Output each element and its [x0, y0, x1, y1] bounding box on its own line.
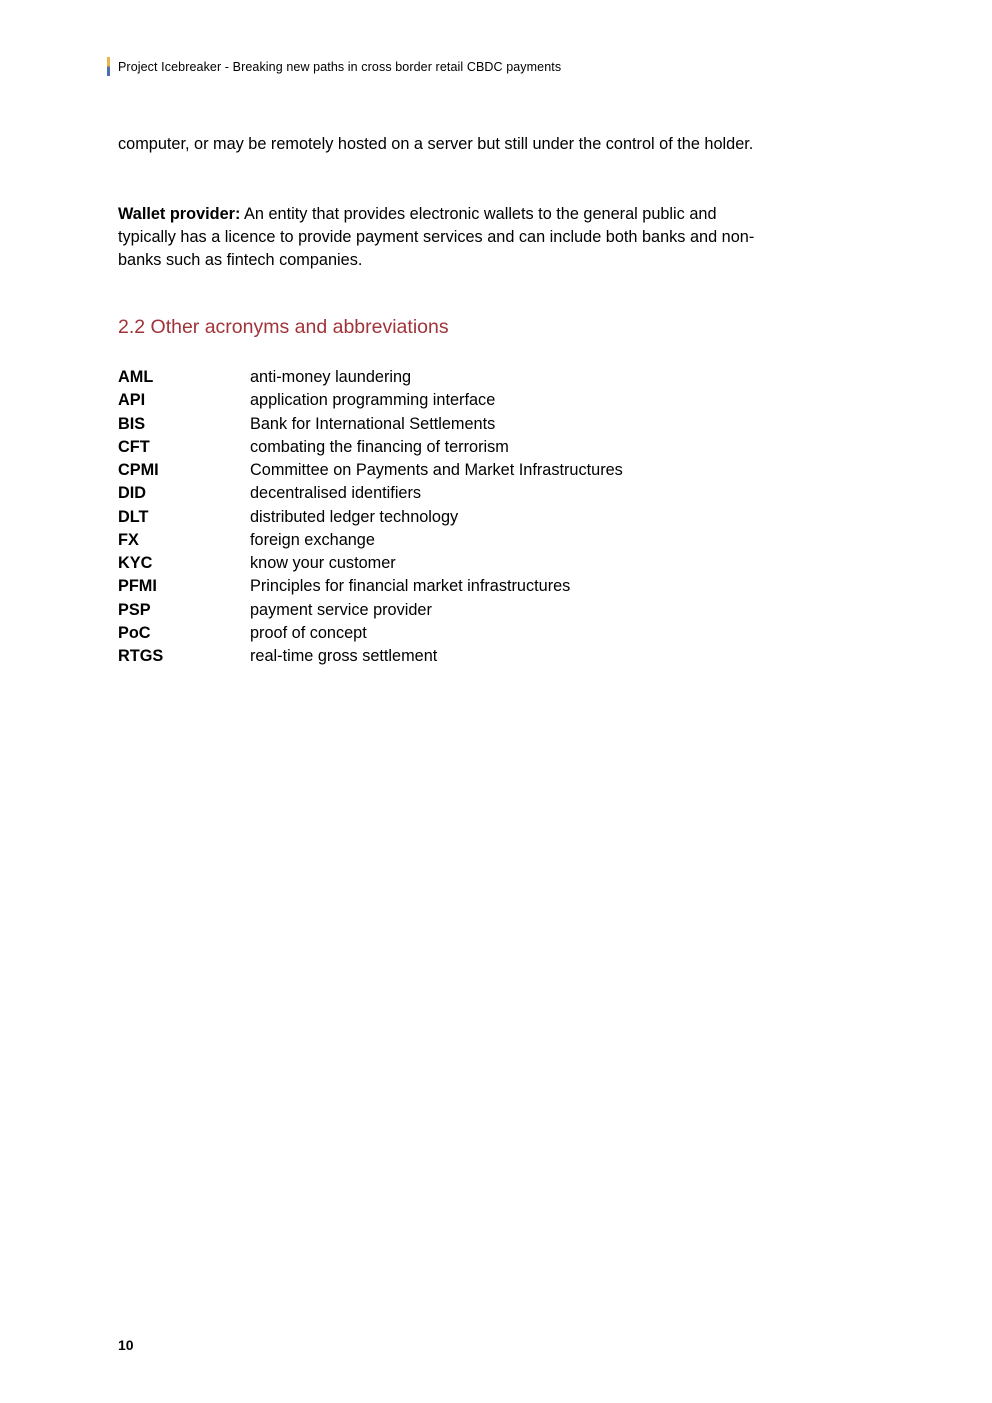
abbreviation-definition: Committee on Payments and Market Infrastructures	[250, 461, 623, 479]
abbreviation-term: AML	[118, 368, 154, 386]
wallet-provider-term: Wallet provider:	[118, 205, 241, 223]
abbreviation-term: FX	[118, 530, 139, 549]
abbreviation-row	[118, 599, 758, 622]
abbreviation-row	[118, 645, 758, 668]
abbreviation-term: KYC	[118, 554, 153, 572]
running-header	[107, 57, 561, 76]
abbreviation-row	[118, 622, 758, 645]
abbreviation-term: PFMI	[118, 577, 157, 596]
abbreviations-list	[118, 366, 758, 668]
abbreviation-row	[118, 436, 758, 459]
abbreviation-row	[118, 552, 758, 575]
abbreviation-term: CPMI	[118, 461, 159, 479]
abbreviation-row	[118, 459, 758, 482]
abbreviation-term: RTGS	[118, 647, 164, 665]
header-title: Project Icebreaker - Breaking new paths in cross border retail CBDC payments	[118, 59, 562, 74]
page-number: 10	[118, 1337, 134, 1353]
abbreviation-row	[118, 413, 758, 436]
abbreviation-definition: know your customer	[250, 554, 396, 572]
header-accent-bar	[107, 57, 110, 76]
abbreviation-definition: proof of concept	[250, 623, 367, 642]
abbreviation-definition: foreign exchange	[250, 530, 375, 549]
abbreviation-definition: Bank for International Settlements	[250, 414, 496, 433]
abbreviation-definition: decentralised identifiers	[250, 484, 422, 503]
abbreviation-row	[118, 366, 758, 389]
abbreviation-definition: anti-money laundering	[250, 368, 412, 386]
wallet-provider-text: An entity that provides electronic wallets to the general public and typically has a licence to provide payment services and can include both banks and non-banks such as fintech companies.	[118, 205, 755, 270]
abbreviation-row	[118, 506, 758, 529]
continuation-paragraph: computer, or may be remotely hosted on a server but still under the control of the holder.	[118, 135, 754, 153]
abbreviation-term: BIS	[118, 414, 146, 433]
abbreviation-definition: payment service provider	[250, 600, 432, 619]
abbreviation-term: CFT	[118, 437, 150, 456]
abbreviation-term: PoC	[118, 623, 151, 642]
abbreviation-term: DLT	[118, 507, 149, 526]
abbreviation-definition: application programming interface	[250, 391, 496, 410]
abbreviation-definition: combating the financing of terrorism	[250, 437, 509, 456]
abbreviation-term: DID	[118, 484, 147, 503]
section-heading: 2.2 Other acronyms and abbreviations	[118, 316, 449, 338]
wallet-provider-definition	[118, 203, 778, 273]
abbreviation-definition: real-time gross settlement	[250, 647, 438, 665]
abbreviation-term: API	[118, 391, 146, 410]
abbreviation-row	[118, 529, 758, 552]
abbreviation-definition: distributed ledger technology	[250, 507, 459, 526]
abbreviation-row	[118, 482, 758, 505]
abbreviation-term: PSP	[118, 600, 151, 619]
abbreviation-definition: Principles for financial market infrastructures	[250, 577, 571, 596]
abbreviation-row	[118, 575, 758, 598]
abbreviation-row	[118, 389, 758, 412]
